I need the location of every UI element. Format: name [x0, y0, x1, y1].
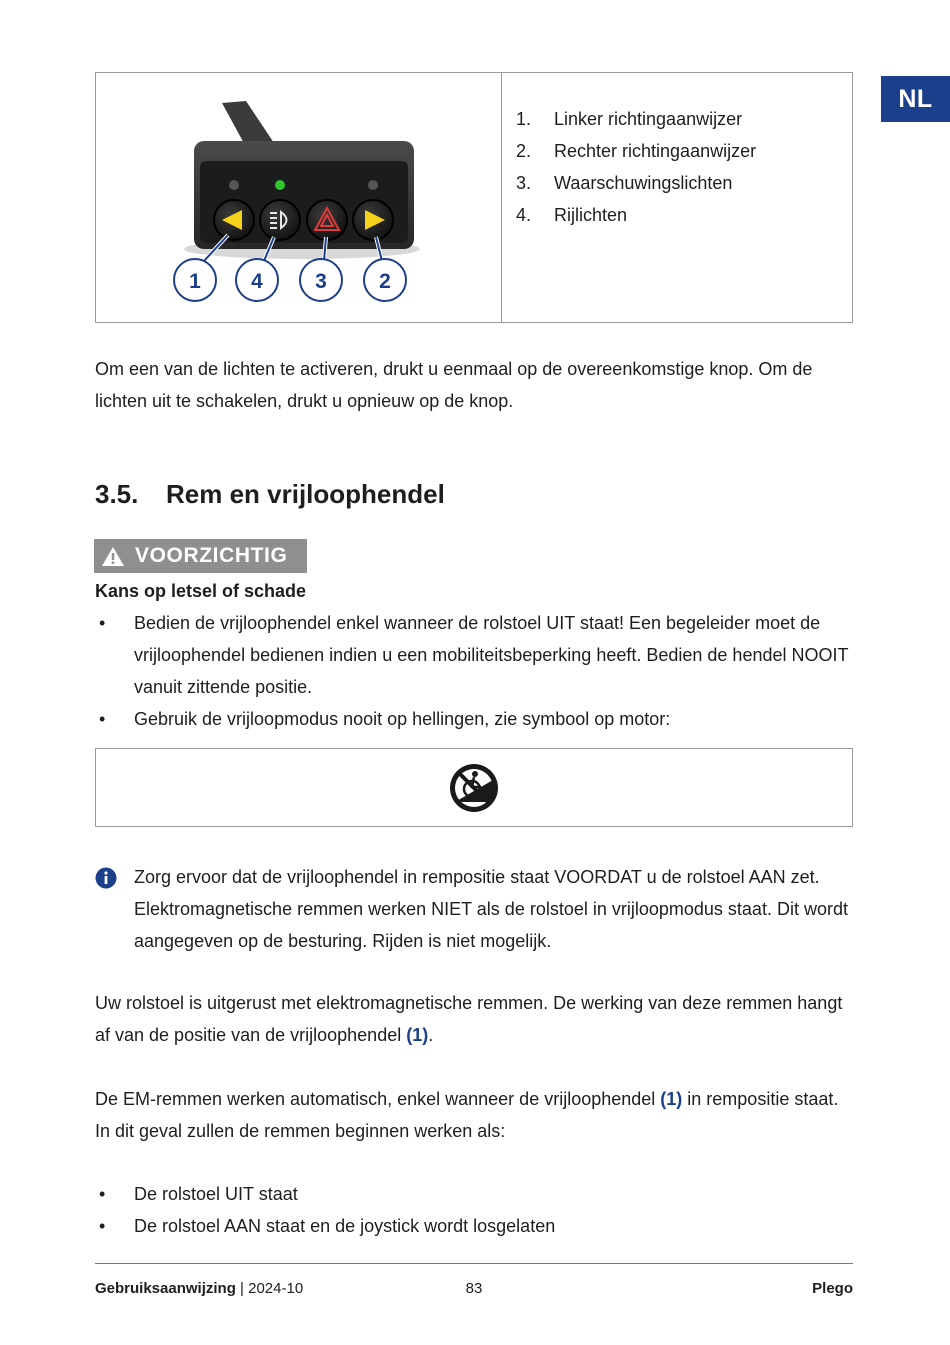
no-freewheel-on-slope-icon	[448, 762, 500, 814]
callout-1	[174, 259, 216, 301]
callout-1-label: 1	[189, 270, 201, 293]
legend-item: 2. Rechter richtingaanwijzer	[516, 141, 757, 161]
led-right-indicator	[368, 180, 378, 190]
info-note	[95, 861, 855, 957]
list-item: • De rolstoel UIT staat	[99, 1184, 298, 1204]
footer-document: Gebruiksaanwijzing | 2024-10	[95, 1280, 304, 1297]
motor-symbol-box	[95, 748, 853, 827]
warning-triangle-icon	[101, 546, 125, 567]
legend-item: 1. Linker richtingaanwijzer	[516, 109, 743, 129]
figure-legend	[516, 103, 756, 231]
footer-divider	[95, 1263, 853, 1264]
caution-label: VOORZICHTIG	[135, 544, 288, 567]
page-number: 83	[465, 1280, 483, 1297]
list-item: • De rolstoel AAN staat en de joystick wordt losgelaten	[99, 1216, 556, 1236]
led-driving-lights	[275, 180, 285, 190]
legend-item: 3. Waarschuwingslichten	[516, 173, 733, 193]
callout-3-label: 3	[315, 270, 327, 293]
caution-subtitle: Kans op letsel of schade	[95, 581, 307, 601]
language-tab: NL	[881, 76, 950, 122]
light-controls-figure-table	[95, 72, 853, 323]
list-item: • Bedien de vrijloophendel enkel wanneer de rolstoel UIT staat! Een begeleider moet de vrijloophendel bedienen indien u een mobiliteitsbeperking heeft. Bedien de hendel NOOIT vanuit zittende positie.	[99, 613, 849, 697]
callout-4	[236, 259, 278, 301]
brake-condition-bullets	[95, 1178, 855, 1242]
light-control-unit-illustration	[96, 73, 501, 324]
caution-bullets	[95, 607, 855, 735]
legend-item: 4. Rijlichten	[516, 205, 628, 225]
legend-cell	[502, 73, 852, 322]
info-icon	[95, 867, 117, 889]
callout-4-label: 4	[251, 270, 263, 293]
reference-1: (1)	[406, 1025, 429, 1045]
figure-cell	[96, 73, 502, 322]
cable	[222, 101, 274, 147]
brake-paragraph-1: Uw rolstoel is uitgerust met elektromagnetische remmen. De werking van deze remmen hangt af van de positie van de vrijloophendel (1).	[95, 993, 843, 1045]
brake-paragraph-2: De EM-remmen werken automatisch, enkel wanneer de vrijloophendel (1) in rempositie staat. In dit geval zullen de remmen beginnen werken als:	[95, 1089, 839, 1141]
list-item: • Gebruik de vrijloopmodus nooit op hellingen, zie symbool op motor:	[99, 709, 671, 729]
section-title: Rem en vrijloophendel	[166, 479, 445, 509]
info-note-text: Zorg ervoor dat de vrijloophendel in rempositie staat VOORDAT u de rolstoel AAN zet. Elektromagnetische remmen werken NIET als de rolstoel in vrijloopmodus staat. Dit wordt aangegeven op de besturing. Rijden is niet mogelijk.	[134, 867, 848, 951]
caution-banner	[94, 539, 307, 573]
callout-2	[364, 259, 406, 301]
callout-2-label: 2	[379, 270, 391, 293]
intro-paragraph: Om een van de lichten te activeren, drukt u eenmaal op de overeenkomstige knop. Om de lichten uit te schakelen, drukt u opnieuw op de knop.	[95, 359, 813, 411]
page-footer	[95, 1280, 853, 1302]
footer-brand: Plego	[812, 1280, 853, 1297]
callout-3	[300, 259, 342, 301]
section-heading	[95, 474, 445, 514]
section-number: 3.5.	[95, 479, 139, 509]
led-left-indicator	[229, 180, 239, 190]
reference-1: (1)	[660, 1089, 683, 1109]
